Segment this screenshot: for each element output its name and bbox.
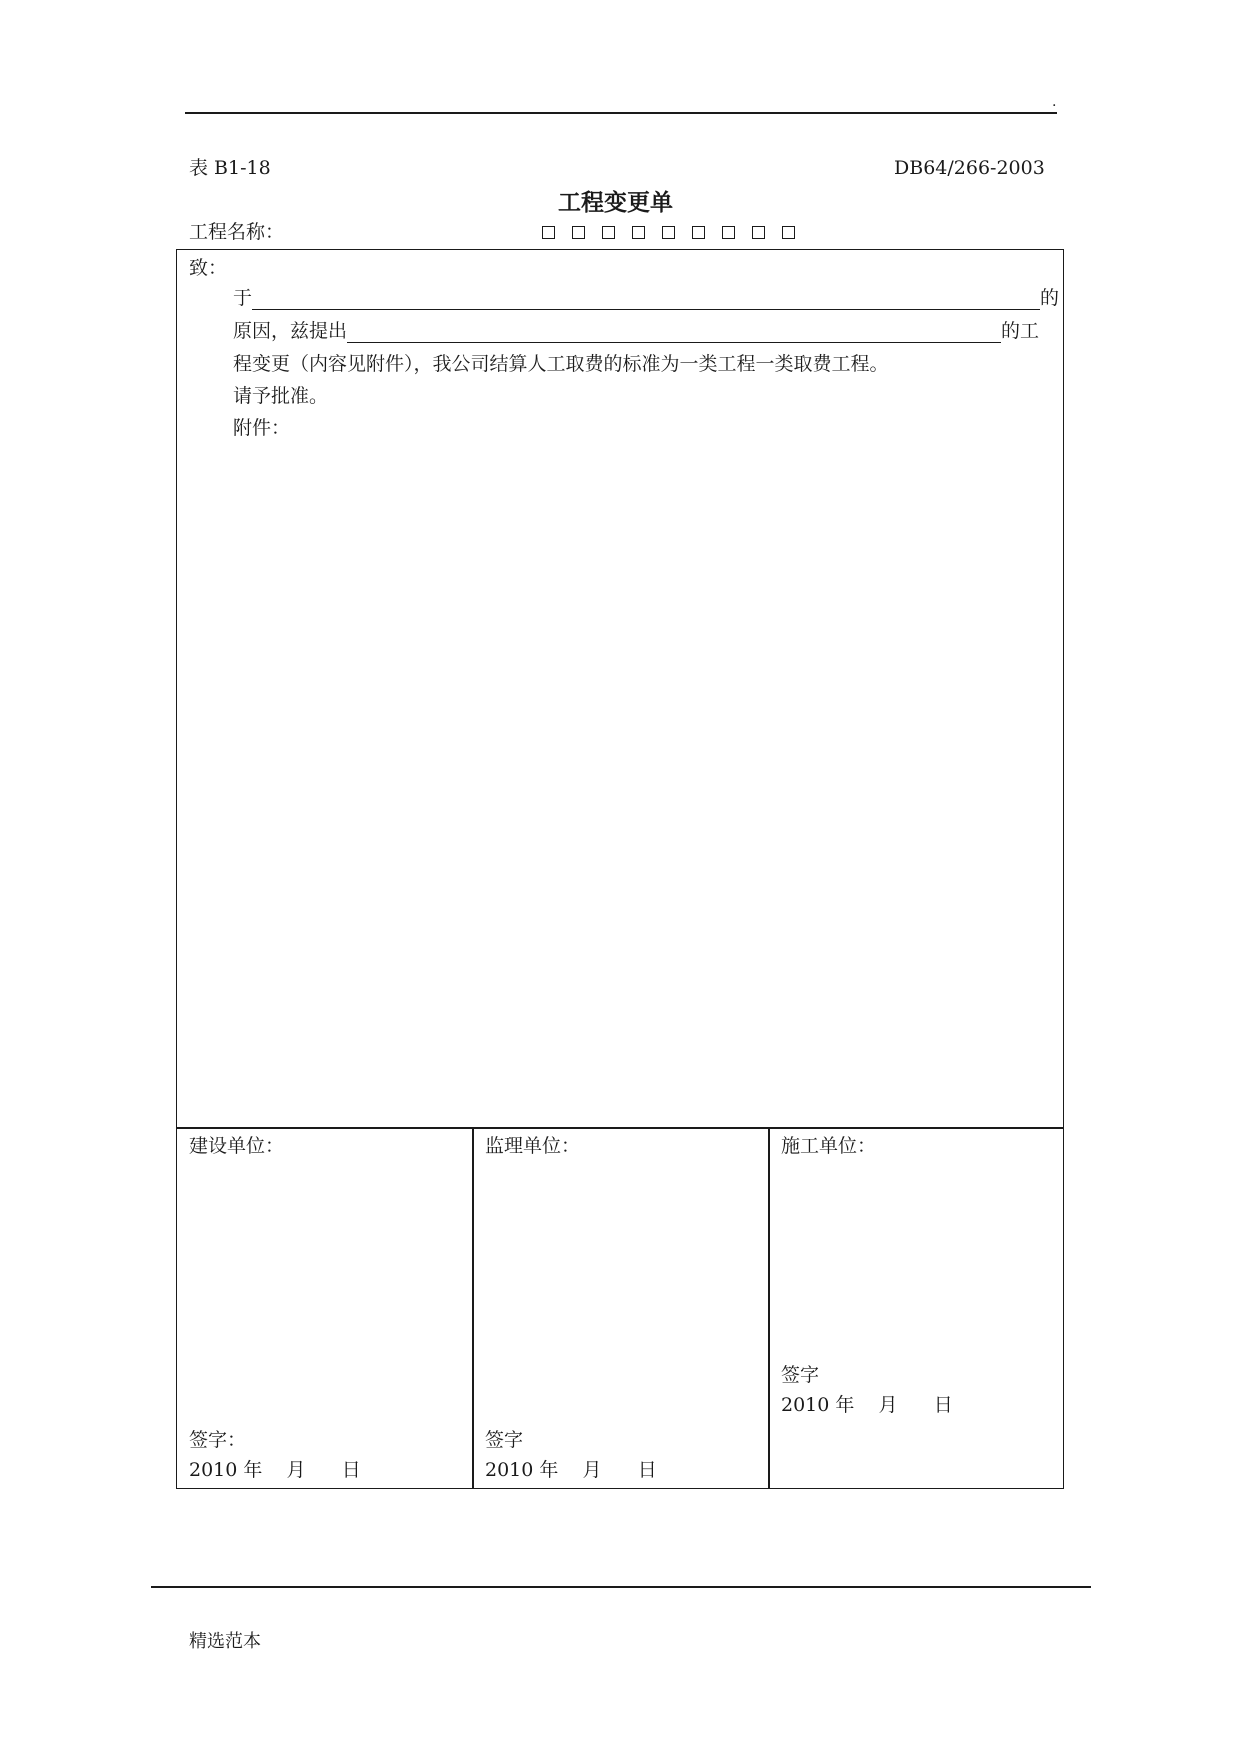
checkbox-icon[interactable] xyxy=(662,226,675,239)
header-dot: . xyxy=(1052,94,1057,110)
header-rule xyxy=(185,112,1057,114)
column-divider-2 xyxy=(768,1127,770,1489)
reason-line xyxy=(233,286,1059,310)
change-prefix: 原因，兹提出 xyxy=(233,320,348,342)
project-name-checkboxes xyxy=(542,222,812,241)
column-divider-1 xyxy=(472,1127,474,1489)
checkbox-icon[interactable] xyxy=(752,226,765,239)
contractor-label: 施工单位： xyxy=(781,1135,877,1157)
reason-field[interactable] xyxy=(252,289,1040,310)
change-description: 程变更（内容见附件），我公司结算人工取费的标准为一类工程一类取费工程。 xyxy=(233,353,889,375)
supervisor-sign: 签字 xyxy=(485,1429,524,1451)
reason-suffix: 的 xyxy=(1040,287,1060,309)
contractor-date: 2010 年 月 日 xyxy=(781,1394,953,1416)
supervisor-date: 2010 年 月 日 xyxy=(485,1459,657,1481)
standard-code: DB64/266-2003 xyxy=(894,157,1045,179)
owner-label: 建设单位： xyxy=(189,1135,285,1157)
checkbox-icon[interactable] xyxy=(782,226,795,239)
form-code: 表 B1-18 xyxy=(189,157,271,179)
contractor-sign: 签字 xyxy=(781,1364,820,1386)
footer-rule xyxy=(151,1586,1091,1588)
attachment-label: 附件： xyxy=(233,417,291,439)
supervisor-label: 监理单位： xyxy=(485,1135,581,1157)
to-label: 致： xyxy=(189,257,228,279)
reason-prefix: 于 xyxy=(233,287,253,309)
form-table xyxy=(176,249,1064,1489)
checkbox-icon[interactable] xyxy=(602,226,615,239)
checkbox-icon[interactable] xyxy=(722,226,735,239)
checkbox-icon[interactable] xyxy=(692,226,705,239)
section-divider xyxy=(176,1127,1064,1129)
change-suffix: 的工 xyxy=(1001,320,1040,342)
owner-date: 2010 年 月 日 xyxy=(189,1459,361,1481)
footer-note: 精选范本 xyxy=(189,1631,261,1652)
change-line xyxy=(233,319,1039,343)
checkbox-icon[interactable] xyxy=(542,226,555,239)
approval-request: 请予批准。 xyxy=(233,385,329,407)
owner-sign: 签字： xyxy=(189,1429,247,1451)
page-title: 工程变更单 xyxy=(558,190,673,216)
change-field[interactable] xyxy=(347,322,1001,343)
project-name-label: 工程名称： xyxy=(189,221,285,243)
checkbox-icon[interactable] xyxy=(632,226,645,239)
checkbox-icon[interactable] xyxy=(572,226,585,239)
